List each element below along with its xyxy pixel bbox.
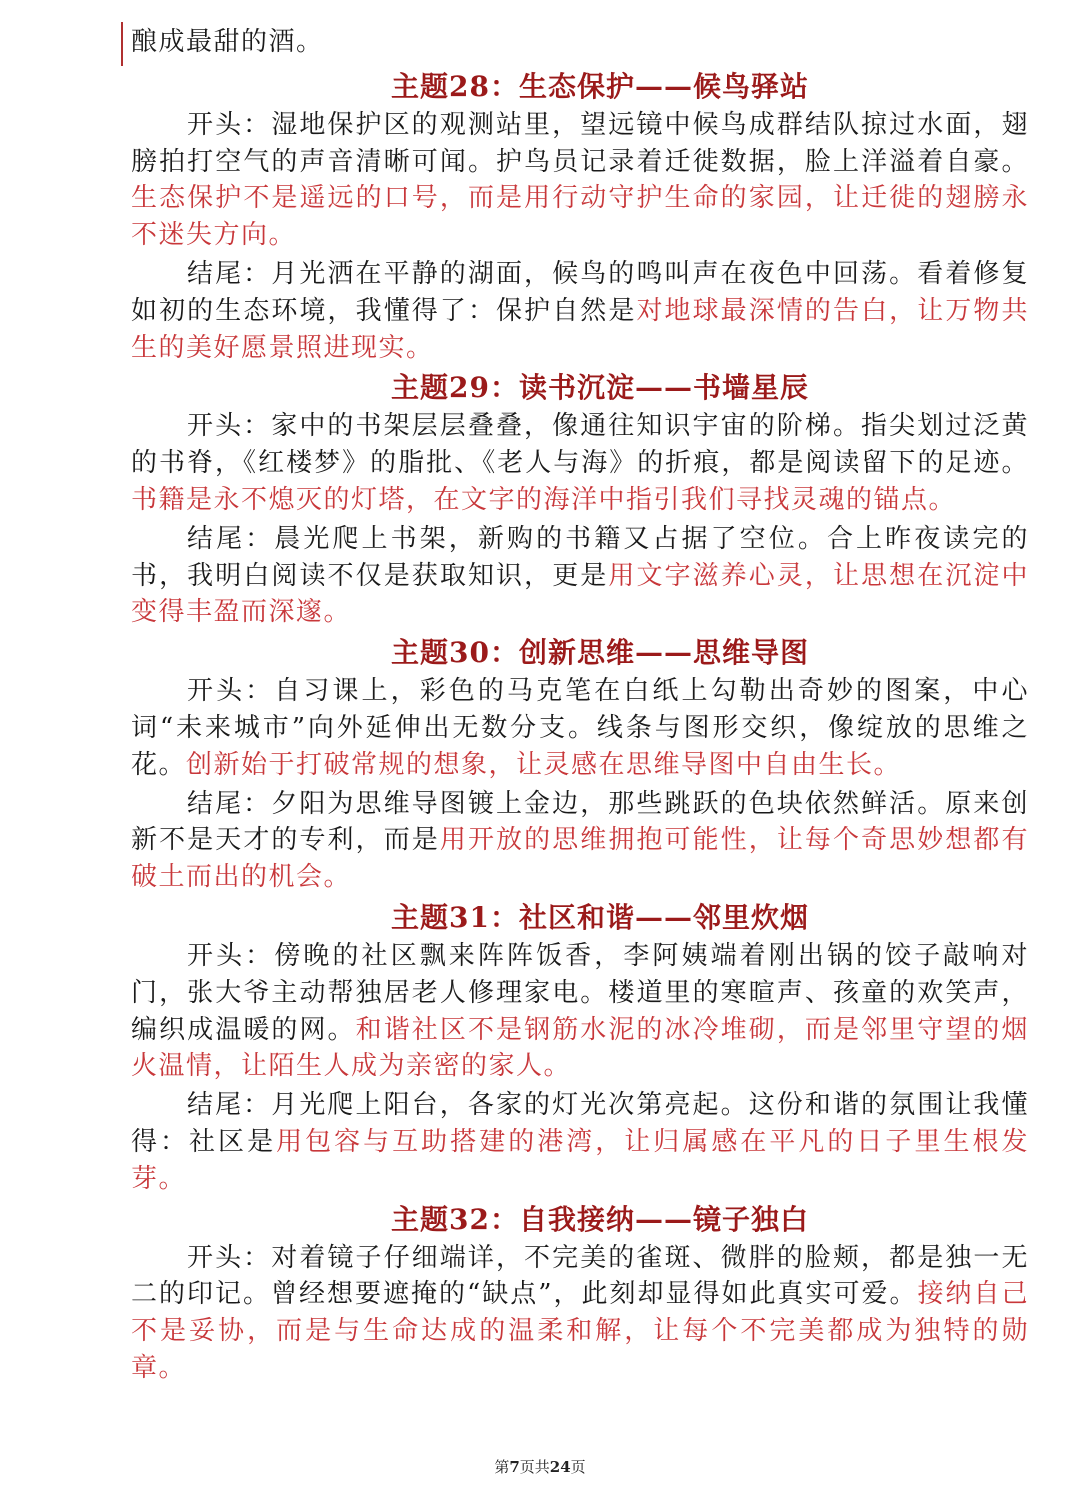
- body-paragraph: [131, 408, 1029, 518]
- paragraph-text: 结尾：晨光爬上书架，新购的书籍又占据了空位。合上昨夜读完的书，我明白阅读不仅是获取知识，更是: [131, 523, 1029, 591]
- highlighted-sentence: 对地球最深情的告白，让万物共生的美好愿景照进现实。: [131, 295, 1029, 363]
- paragraph-text: 开头：傍晚的社区飘来阵阵饭香，李阿姨端着刚出锅的饺子敲响对门，张大爷主动帮独居老人修理家电。楼道里的寒暄声、孩童的欢笑声，编织成温暖的网。: [131, 940, 1029, 1045]
- paragraph-text: 开头：家中的书架层层叠叠，像通往知识宇宙的阶梯。指尖划过泛黄的书脊，《红楼梦》的脂批、《老人与海》的折痕，都是阅读留下的足迹。: [131, 411, 1029, 479]
- footer-prefix: 第: [494, 1458, 510, 1476]
- highlighted-sentence: 和谐社区不是钢筋水泥的冰冷堆砌，而是邻里守望的烟火温情，让陌生人成为亲密的家人。: [131, 1014, 1029, 1082]
- highlighted-sentence: 用开放的思维拥抱可能性，让每个奇思妙想都有破土而出的机会。: [131, 825, 1029, 893]
- body-paragraph: [131, 938, 1029, 1085]
- footer-page-number: 7: [509, 1458, 520, 1476]
- body-paragraph: [131, 1240, 1029, 1387]
- page-footer: [0, 1456, 1080, 1477]
- highlighted-sentence: 用文字滋养心灵，让思想在沉淀中变得丰盈而深邃。: [131, 560, 1029, 628]
- body-paragraph: [131, 673, 1029, 783]
- highlighted-sentence: 用包容与互助搭建的港湾，让归属感在平凡的日子里生根发芽。: [131, 1126, 1029, 1194]
- footer-total-pages: 24: [549, 1458, 571, 1476]
- highlighted-sentence: 书籍是永不熄灭的灯塔，在文字的海洋中指引我们寻找灵魂的锚点。: [131, 484, 957, 515]
- sections-container: [131, 67, 1029, 1387]
- paragraph-text: 结尾：月光爬上阳台，各家的灯光次第亮起。这份和谐的氛围让我懂得：社区是: [131, 1090, 1029, 1157]
- section-title: 主题31：社区和谐——邻里炊烟: [391, 900, 809, 934]
- paragraph-text: 结尾：月光洒在平静的湖面，候鸟的鸣叫声在夜色中回荡。看着修复如初的生态环境，我懂得了：保护自然是: [131, 258, 1029, 326]
- body-paragraph: [131, 256, 1029, 366]
- section-title: 主题32：自我接纳——镜子独白: [391, 1202, 809, 1236]
- highlighted-sentence: 生态保护不是遥远的口号，而是用行动守护生命的家园，让迁徙的翅膀永不迷失方向。: [131, 183, 1029, 251]
- intro-line: 酿成最甜的酒。: [131, 27, 324, 57]
- paragraph-text: 开头：湿地保护区的观测站里，望远镜中候鸟成群结队掠过水面，翅膀拍打空气的声音清晰可闻。护鸟员记录着迁徙数据，脸上洋溢着自豪。: [131, 109, 1029, 177]
- section-title: 主题28：生态保护——候鸟驿站: [391, 69, 809, 103]
- body-paragraph: [131, 107, 1029, 254]
- section-title: 主题29：读书沉淀——书墙星辰: [391, 371, 809, 405]
- highlighted-sentence: 创新始于打破常规的想象，让灵感在思维导图中自由生长。: [186, 749, 902, 780]
- section-title: 主题30：创新思维——思维导图: [391, 636, 809, 670]
- body-paragraph: [131, 521, 1029, 631]
- footer-middle: 页共: [519, 1458, 550, 1476]
- highlighted-sentence: 接纳自己不是妥协，而是与生命达成的温柔和解，让每个不完美都成为独特的勋章。: [131, 1279, 1029, 1383]
- paragraph-text: 开头：自习课上，彩色的马克笔在白纸上勾勒出奇妙的图案，中心词“未来城市”向外延伸出无数分支。线条与图形交织，像绽放的思维之花。: [131, 676, 1029, 780]
- paragraph-text: 开头：对着镜子仔细端详，不完美的雀斑、微胖的脸颊，都是独一无二的印记。曾经想要遮掩的“缺点”，此刻却显得如此真实可爱。: [131, 1242, 1029, 1310]
- paragraph-text: 结尾：夕阳为思维导图镀上金边，那些跳跃的色块依然鲜活。原来创新不是天才的专利，而是: [131, 788, 1029, 856]
- margin-mark: [121, 22, 123, 66]
- page-content: [131, 24, 1029, 1389]
- footer-suffix: 页: [570, 1458, 586, 1476]
- body-paragraph: [131, 1087, 1029, 1197]
- body-paragraph: [131, 786, 1029, 896]
